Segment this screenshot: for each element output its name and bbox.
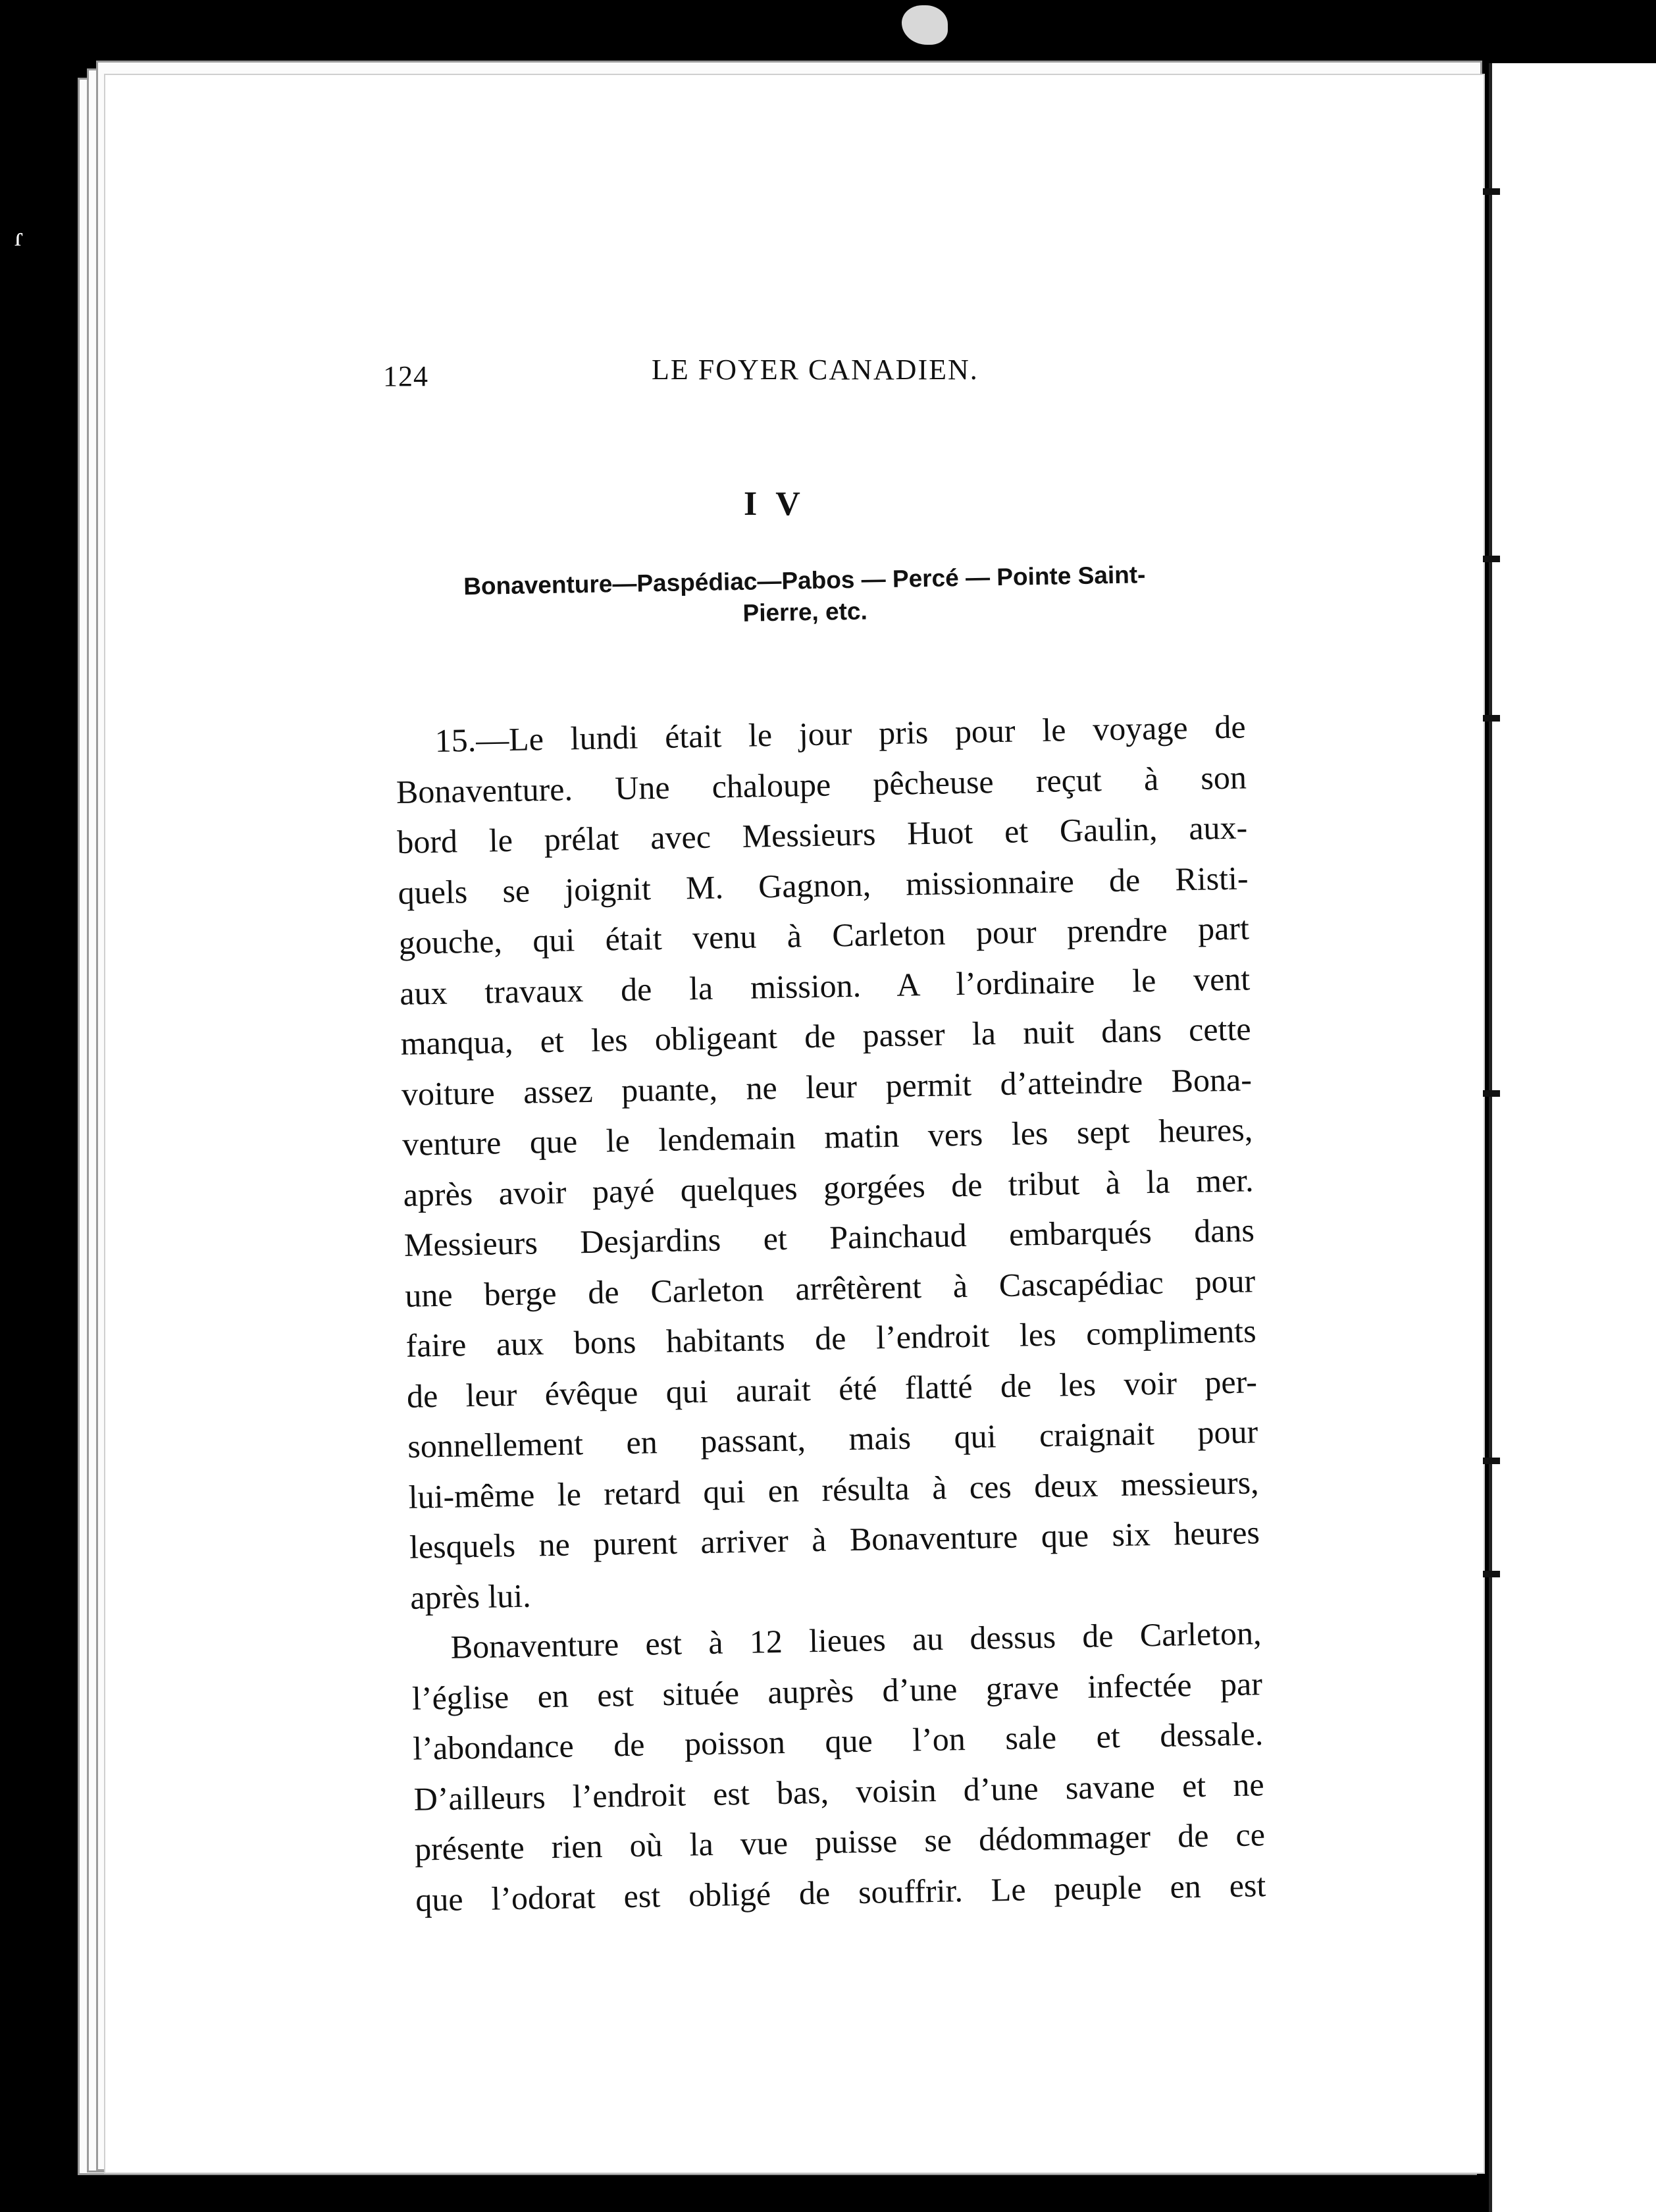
text-line: une berge de Carleton arrêtèrent à Cascapédiac pour <box>404 1261 1256 1314</box>
text-line: sonnellement en passant, mais qui craignait pour <box>407 1413 1258 1465</box>
text-line: après lui. <box>409 1577 532 1616</box>
page-header <box>383 346 1041 399</box>
text-line: quels se joignit M. Gagnon, missionnaire de Risti- <box>398 858 1249 911</box>
paragraph <box>411 1608 1266 1924</box>
binding-notch <box>1483 715 1500 722</box>
text-line: lui-même le retard qui en résulta à ces deux messieurs, <box>408 1463 1259 1515</box>
text-line: que l’odorat est obligé de souffrir. Le peuple en est <box>415 1866 1266 1918</box>
chapter-summary <box>436 558 1174 635</box>
text-line: après avoir payé quelques gorgées de tribut à la mer. <box>403 1161 1254 1213</box>
text-line: gouche, qui était venu à Carleton pour prendre part <box>398 909 1250 961</box>
summary-line: Bonaventure—Paspédiac—Pabos — Percé — Pointe Saint- <box>463 561 1146 600</box>
text-line: Messieurs Desjardins et Painchaud embarqués dans <box>403 1211 1255 1263</box>
binding-notch <box>1483 1090 1500 1097</box>
body-text <box>395 701 1266 1924</box>
binding-notch <box>1483 1458 1500 1464</box>
running-title: LE FOYER CANADIEN. <box>652 354 979 386</box>
chapter-number: I V <box>744 485 806 523</box>
text-line: présente rien où la vue puisse se dédommager de ce <box>414 1816 1266 1868</box>
binding-mark: ɾ <box>14 222 24 251</box>
page-number: 124 <box>383 360 428 392</box>
scan-smudge <box>902 5 948 45</box>
text-line: l’abondance de poisson que l’on sale et dessale. <box>412 1715 1264 1767</box>
text-line: venture que le lendemain matin vers les sept heures, <box>401 1111 1253 1163</box>
text-line: faire aux bons habitants de l’endroit les compliments <box>405 1312 1256 1364</box>
text-line: lesquels ne purent arriver à Bonaventure que six heures <box>409 1514 1260 1566</box>
binding-notch <box>1483 556 1500 562</box>
binding-notch <box>1483 188 1500 195</box>
text-line: voiture assez puante, ne leur permit d’atteindre Bona- <box>401 1060 1253 1113</box>
text-line: bord le prélat avec Messieurs Huot et Gaulin, aux- <box>396 808 1248 860</box>
text-line: l’église en est située auprès d’une grave infectée par <box>411 1664 1263 1717</box>
paragraph <box>395 701 1261 1622</box>
right-page-edge <box>1489 63 1656 2212</box>
text-line: D’ailleurs l’endroit est bas, voisin d’une savane et ne <box>413 1765 1264 1818</box>
text-line: Bonaventure est à 12 lieues au dessus de Carleton, <box>450 1614 1262 1666</box>
summary-line: Pierre, etc. <box>742 597 868 627</box>
binding-notch <box>1483 1571 1500 1577</box>
text-line: 15.—Le lundi était le jour pris pour le voyage de <box>434 708 1246 759</box>
text-line: aux travaux de la mission. A l’ordinaire le vent <box>399 959 1251 1012</box>
text-line: manqua, et les obligeant de passer la nuit dans cette <box>400 1010 1251 1062</box>
text-line: Bonaventure. Une chaloupe pêcheuse reçut à son <box>396 758 1247 810</box>
text-line: de leur évêque qui aurait été flatté de les voir per- <box>406 1362 1258 1415</box>
